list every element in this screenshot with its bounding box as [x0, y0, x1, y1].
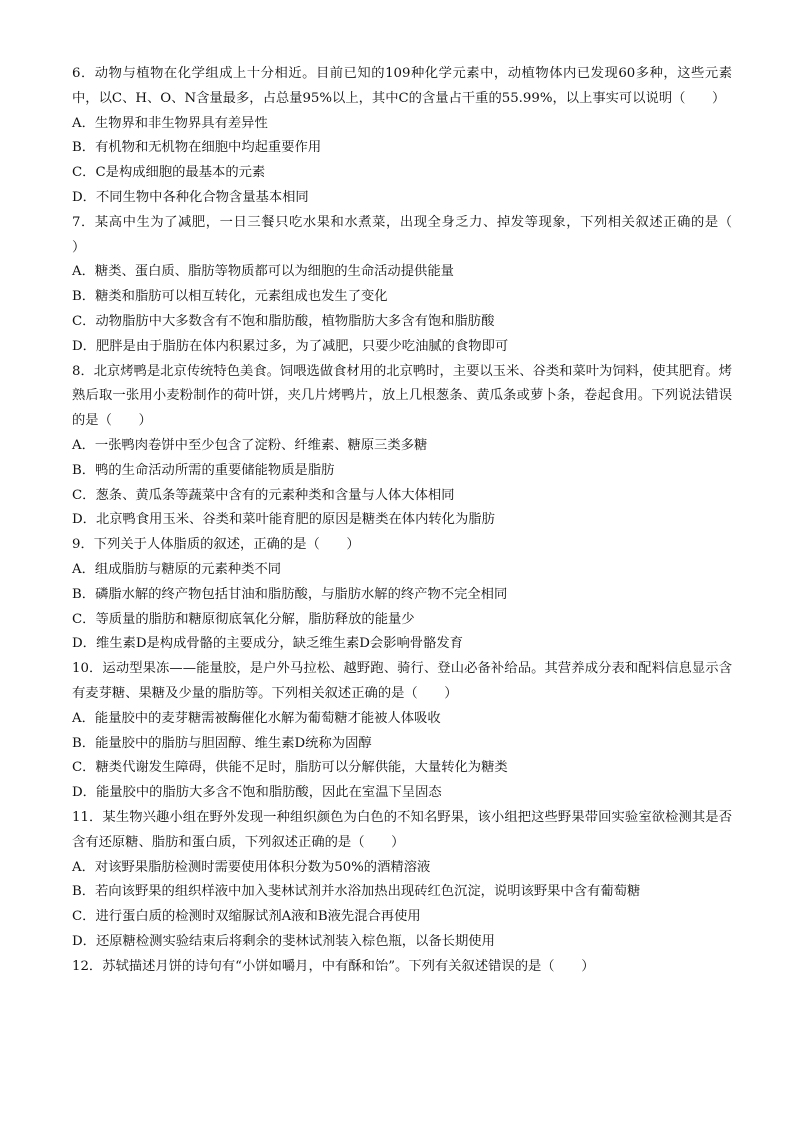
option-d: D．维生素D是构成骨骼的主要成分，缺乏维生素D会影响骨骼发育 — [72, 636, 463, 652]
option-a: A．对该野果脂肪检测时需要使用体积分数为50%的酒精溶液 — [72, 859, 431, 875]
option-c: C．等质量的脂肪和糖原彻底氧化分解，脂肪释放的能量少 — [72, 611, 415, 627]
question-stem: 10．运动型果冻——能量胶，是户外马拉松、越野跑、骑行、登山必备补给品。其营养成分表和配料信息显示含有麦芽糖、果糖及少量的脂肪等。下列相关叙述正确的是（ ） — [72, 661, 732, 701]
option-c: C．动物脂肪中大多数含有不饱和脂肪酸，植物脂肪大多含有饱和脂肪酸 — [72, 313, 495, 329]
question-stem: 8．北京烤鸭是北京传统特色美食。饲喂选做食材用的北京鸭时，主要以玉米、谷类和菜叶为饲料，使其肥育。烤熟后取一张用小麦粉制作的荷叶饼，夹几片烤鸭片，放上几根葱条、黄瓜条或萝卜条，卷起食用。下列说法错误的是（ ） — [72, 363, 733, 429]
option-d: D．还原糖检测实验结束后将剩余的斐林试剂装入棕色瓶，以备长期使用 — [72, 933, 495, 949]
question-9 — [72, 533, 732, 657]
option-a: A．能量胶中的麦芽糖需被酶催化水解为葡萄糖才能被人体吸收 — [72, 710, 441, 726]
option-d: D．肥胖是由于脂肪在体内积累过多，为了减肥，只要少吃油腻的食物即可 — [72, 338, 509, 354]
question-stem: 11．某生物兴趣小组在野外发现一种组织颜色为白色的不知名野果，该小组把这些野果带回实验室欲检测其是否含有还原糖、脂肪和蛋白质，下列叙述正确的是（ ） — [72, 809, 732, 850]
question-6 — [72, 62, 732, 211]
option-a: A．糖类、蛋白质、脂肪等物质都可以为细胞的生命活动提供能量 — [72, 264, 454, 280]
option-d: D．不同生物中各种化合物含量基本相同 — [72, 189, 309, 205]
question-8 — [72, 360, 732, 534]
option-b: B．能量胶中的脂肪与胆固醇、维生素D统称为固醇 — [72, 735, 372, 751]
question-10 — [72, 657, 732, 806]
option-a: A．生物界和非生物界具有差异性 — [72, 115, 268, 131]
question-12 — [72, 955, 732, 980]
question-11 — [72, 806, 732, 955]
question-stem: 9．下列关于人体脂质的叙述，正确的是（ ） — [72, 537, 360, 553]
option-c: C．进行蛋白质的检测时双缩脲试剂A液和B液先混合再使用 — [72, 909, 421, 925]
exam-page — [72, 62, 759, 979]
question-stem: 7．某高中生为了减肥，一日三餐只吃水果和水煮菜，出现全身乏力、掉发等现象，下列相关叙述正确的是（ ） — [72, 214, 759, 255]
option-b: B．鸭的生命活动所需的重要储能物质是脂肪 — [72, 462, 335, 478]
question-7 — [72, 211, 759, 360]
question-stem: 6．动物与植物在化学组成上十分相近。目前已知的109种化学元素中，动植物体内已发现60多种，这些元素中，以C、H、O、N含量最多，占总量95%以上，其中C的含量占干重的55.99%，以上事实可以说明（ ） — [72, 66, 732, 106]
option-b: B．磷脂水解的终产物包括甘油和脂肪酸，与脂肪水解的终产物不完全相同 — [72, 586, 508, 602]
option-c: C．C是构成细胞的最基本的元素 — [72, 165, 266, 181]
option-b: B．糖类和脂肪可以相互转化，元素组成也发生了变化 — [72, 289, 388, 305]
option-d: D．能量胶中的脂肪大多含不饱和脂肪酸，因此在室温下呈固态 — [72, 785, 442, 801]
option-c: C．糖类代谢发生障碍，供能不足时，脂肪可以分解供能，大量转化为糖类 — [72, 760, 508, 776]
question-stem: 12．苏轼描述月饼的诗句有“小饼如嚼月，中有酥和饴”。下列有关叙述错误的是（ ） — [72, 958, 595, 974]
option-a: A．组成脂肪与糖原的元素种类不同 — [72, 561, 282, 577]
option-a: A．一张鸭肉卷饼中至少包含了淀粉、纤维素、糖原三类多糖 — [72, 437, 428, 453]
option-c: C．葱条、黄瓜条等蔬菜中含有的元素种类和含量与人体大体相同 — [72, 487, 455, 503]
option-b: B．有机物和无机物在细胞中均起重要作用 — [72, 140, 322, 156]
option-d: D．北京鸭食用玉米、谷类和菜叶能育肥的原因是糖类在体内转化为脂肪 — [72, 512, 495, 528]
option-b: B．若向该野果的组织样液中加入斐林试剂并水浴加热出现砖红色沉淀，说明该野果中含有葡萄糖 — [72, 884, 641, 900]
